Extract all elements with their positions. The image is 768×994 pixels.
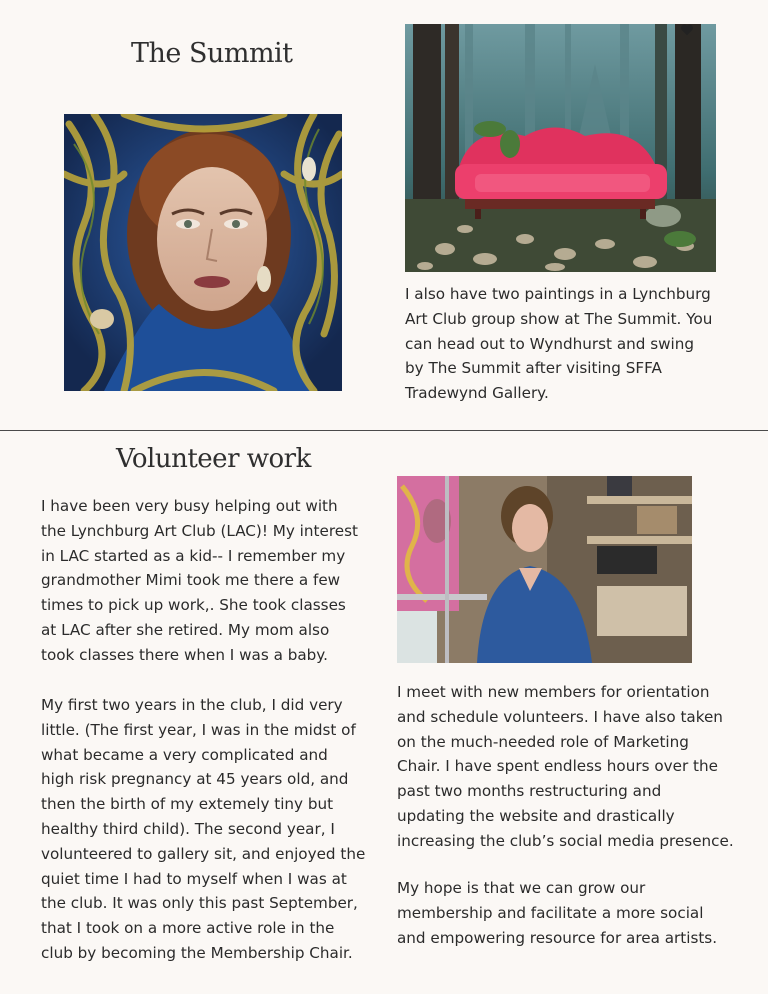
volunteer-right-paragraph-2: My hope is that we can grow our membership and facilitate a more social and empowering resource for area artists. bbox=[397, 879, 718, 947]
summit-caption: I also have two paintings in a Lynchburg Art Club group show at The Summit. You can head out to Wyndhurst and swing by The Summit after visiting SFFA Tradewynd Gallery. bbox=[405, 285, 713, 403]
summit-title: The Summit bbox=[131, 38, 293, 69]
painting-forest-sofa bbox=[405, 24, 716, 272]
photo-volunteer-portrait bbox=[397, 476, 692, 663]
volunteer-left-paragraph-1: I have been very busy helping out with the Lynchburg Art Club (LAC)! My interest in LAC started as a kid-- I remember my grandmother Mimi took me there a few times to pick up work,. She took classes at LAC after she retired. My mom also took classes there when I was a baby. bbox=[41, 497, 358, 664]
volunteer-title: Volunteer work bbox=[116, 444, 311, 474]
heart-icon[interactable] bbox=[680, 23, 694, 37]
volunteer-right-paragraph-1: I meet with new members for orientation and schedule volunteers. I have also taken on the much-needed role of Marketing Chair. I have spent endless hours over the past two months restructuring and updating the website and drastically increasing the club’s social media presence. bbox=[397, 683, 734, 850]
section-divider bbox=[0, 430, 768, 431]
volunteer-left-paragraph-2: My first two years in the club, I did very little. (The first year, I was in the midst of what became a very complicated and high risk pregnancy at 45 years old, and then the birth of my extemely tiny but healthy third child). The second year, I volunteered to gallery sit, and enjoyed the quiet time I had to myself when I was at the club. It was only this past September, that I took on a more active role in the club by becoming the Membership Chair. bbox=[41, 696, 366, 962]
painting-woman-hood bbox=[64, 114, 342, 391]
